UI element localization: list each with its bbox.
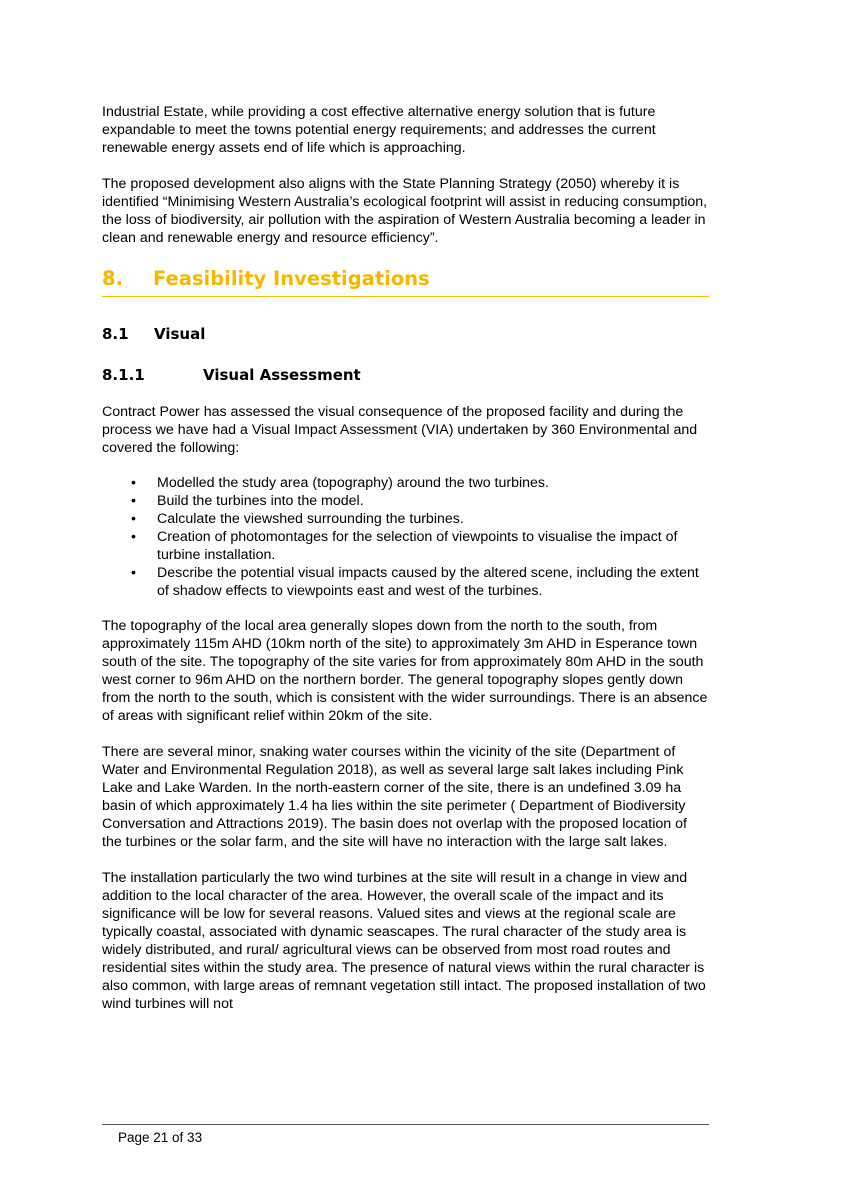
- section-title: Feasibility Investigations: [153, 267, 430, 290]
- bullet-icon: •: [131, 529, 136, 545]
- section-heading: [102, 267, 709, 297]
- list-item: [102, 528, 709, 564]
- assessment-list: [102, 474, 709, 600]
- list-item: [102, 474, 709, 492]
- intro-paragraph: The proposed development also aligns with the State Planning Strategy (2050) whereby it is identified “Minimising Western Australia’s ecological footprint will assist in reducing consumption, the loss of biodiversity, air pollution with the aspiration of Western Australia becoming a leader in clean and renewable energy and resource efficiency”.: [102, 176, 708, 246]
- subsection-number: 8.1: [102, 325, 129, 343]
- subsubsection-title: Visual Assessment: [203, 366, 361, 384]
- body-paragraph: The installation particularly the two wind turbines at the site will result in a change in view and addition to the local character of the area. However, the overall scale of the impact and its significance will be low for several reasons. Valued sites and views at the regional scale are typically coastal, associated with dynamic seascapes. The rural character of the study area is widely distributed, and rural/ agricultural views can be observed from most road routes and residential sites within the study area. The presence of natural views within the rural character is also common, with large areas of remnant vegetation still intact. The proposed installation of two wind turbines will not: [102, 870, 706, 1012]
- list-item: [102, 510, 709, 528]
- section-number: 8.: [102, 267, 123, 290]
- page-number: Page 21 of 33: [118, 1130, 203, 1145]
- list-item-text: Creation of photomontages for the selection of viewpoints to visualise the impact of turbine installation.: [157, 529, 678, 563]
- list-item: [102, 492, 709, 510]
- bullet-icon: •: [131, 565, 136, 581]
- list-item-text: Modelled the study area (topography) around the two turbines.: [157, 475, 549, 491]
- subsubsection-number: 8.1.1: [102, 366, 145, 384]
- assessment-intro: Contract Power has assessed the visual consequence of the proposed facility and during the process we have had a Visual Impact Assessment (VIA) undertaken by 360 Environmental and covered the following:: [102, 404, 698, 456]
- page-content: [102, 103, 709, 1013]
- subsection-heading: [102, 325, 709, 343]
- list-item-text: Build the turbines into the model.: [157, 493, 364, 509]
- list-item-text: Describe the potential visual impacts caused by the altered scene, including the extent of shadow effects to viewpoints east and west of the turbines.: [157, 565, 699, 599]
- body-paragraph: There are several minor, snaking water courses within the vicinity of the site (Department of Water and Environmental Regulation 2018), as well as several large salt lakes including Pink Lake and Lake Warden. In the north-eastern corner of the site, there is an undefined 3.09 ha basin of which approximately 1.4 ha lies within the site perimeter ( Department of Biodiversity Conversation and Attractions 2019). The basin does not overlap with the proposed location of the turbines or the solar farm, and the site will have no interaction with the large salt lakes.: [102, 744, 687, 850]
- page-footer: [102, 1124, 709, 1145]
- subsection-title: Visual: [154, 325, 206, 343]
- bullet-icon: •: [131, 493, 136, 509]
- list-item-text: Calculate the viewshed surrounding the turbines.: [157, 511, 464, 527]
- subsubsection-heading: [102, 366, 709, 384]
- intro-paragraph: Industrial Estate, while providing a cost effective alternative energy solution that is future expandable to meet the towns potential energy requirements; and addresses the current renewable energy assets end of life which is approaching.: [102, 104, 656, 156]
- bullet-icon: •: [131, 475, 136, 491]
- bullet-icon: •: [131, 511, 136, 527]
- list-item: [102, 564, 709, 600]
- body-paragraph: The topography of the local area generally slopes down from the north to the south, from approximately 115m AHD (10km north of the site) to approximately 3m AHD in Esperance town south of the site. The topography of the site varies for from approximately 80m AHD in the south west corner to 96m AHD on the northern border. The general topography slopes gently down from the north to the south, which is consistent with the wider surroundings. There is an absence of areas with significant relief within 20km of the site.: [102, 618, 708, 724]
